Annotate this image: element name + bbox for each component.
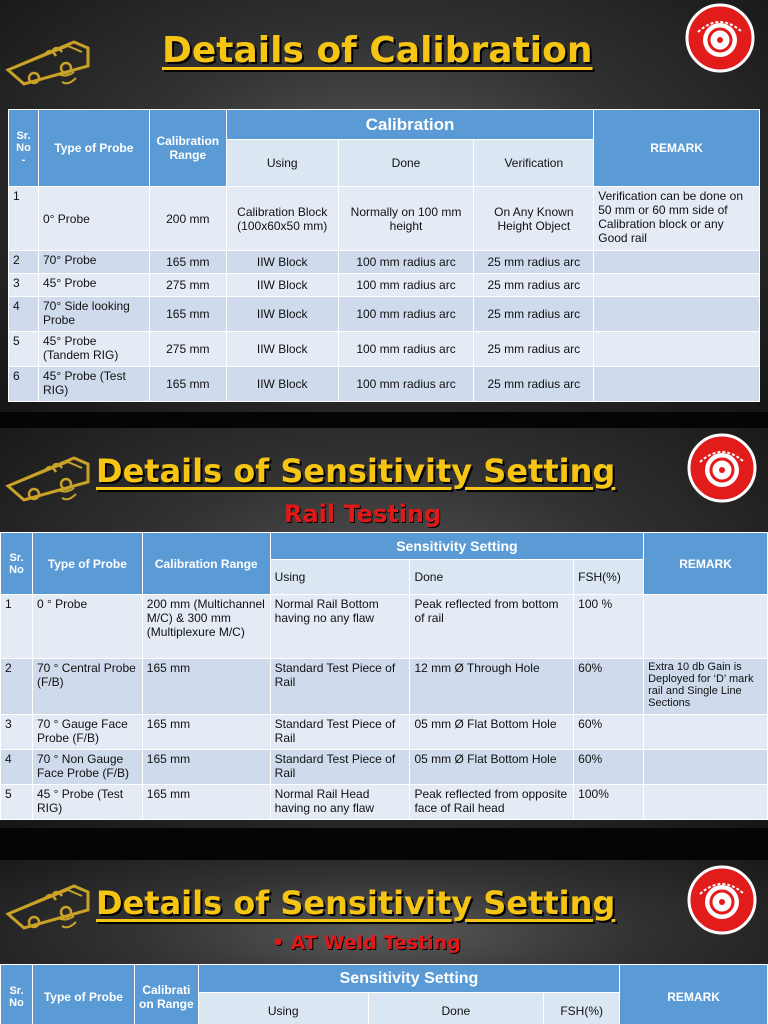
page-title: Details of Sensitivity Setting: [96, 452, 616, 490]
calibration-table: [8, 109, 760, 402]
cell-done: 05 mm Ø Flat Bottom Hole: [410, 750, 574, 785]
cell-range: 275 mm: [149, 274, 226, 297]
cell-remark: Extra 10 db Gain is Deployed for ‘D’ mark rail and Single Line Sections: [644, 659, 768, 715]
table-row: [9, 297, 760, 332]
indian-railways-emblem-icon: [686, 432, 758, 504]
header-remark: REMARK: [644, 533, 768, 595]
table-row: [9, 187, 760, 251]
cell-done: 05 mm Ø Flat Bottom Hole: [410, 715, 574, 750]
cell-using: IIW Block: [226, 297, 338, 332]
header-range: Calibration Range: [142, 533, 270, 595]
section-subtitle: • AT Weld Testing: [272, 932, 461, 954]
cell-done: Peak reflected from opposite face of Rail head: [410, 785, 574, 820]
cell-remark: [644, 750, 768, 785]
header-remark: REMARK: [594, 110, 760, 187]
cell-using: Normal Rail Bottom having no any flaw: [270, 595, 410, 659]
cell-using: Standard Test Piece of Rail: [270, 715, 410, 750]
header-done: Done: [338, 140, 474, 187]
header-sr: Sr. No: [1, 965, 33, 1024]
header-sr: Sr. No: [1, 533, 33, 595]
cell-range: 165 mm: [142, 750, 270, 785]
header-type: Type of Probe: [32, 533, 142, 595]
table-row: [1, 659, 768, 715]
cell-range: 165 mm: [142, 715, 270, 750]
cell-done: 100 mm radius arc: [338, 297, 474, 332]
cell-remark: [644, 595, 768, 659]
slide-separator: [0, 828, 768, 860]
cell-verification: 25 mm radius arc: [474, 367, 594, 402]
cell-verification: 25 mm radius arc: [474, 332, 594, 367]
cell-remark: [594, 367, 760, 402]
cell-using: Calibration Block (100x60x50 mm): [226, 187, 338, 251]
cell-remark: [594, 297, 760, 332]
cell-remark: [594, 274, 760, 297]
cell-remark: [594, 332, 760, 367]
table-row: [9, 367, 760, 402]
header-type: Type of Probe: [38, 110, 149, 187]
cell-type: 45° Probe: [38, 274, 149, 297]
indian-railways-emblem-icon: [684, 2, 756, 74]
header-using: Using: [270, 560, 410, 595]
cell-type: 70 ° Central Probe (F/B): [32, 659, 142, 715]
cell-using: Normal Rail Head having no any flaw: [270, 785, 410, 820]
table-row: [9, 274, 760, 297]
cell-range: 165 mm: [149, 297, 226, 332]
cell-range: 165 mm: [142, 785, 270, 820]
cell-done: 100 mm radius arc: [338, 332, 474, 367]
cell-sr: 3: [9, 274, 39, 297]
cell-range: 200 mm: [149, 187, 226, 251]
cell-fsh: 100 %: [574, 595, 644, 659]
cell-sr: 4: [1, 750, 33, 785]
header-range: Calibrati on Range: [134, 965, 198, 1024]
table-row: [1, 785, 768, 820]
header-sensitivity: Sensitivity Setting: [270, 533, 643, 560]
cell-sr: 2: [1, 659, 33, 715]
header-range: Calibration Range: [149, 110, 226, 187]
table-row: [1, 715, 768, 750]
cell-done: Normally on 100 mm height: [338, 187, 474, 251]
cell-range: 275 mm: [149, 332, 226, 367]
cell-sr: 3: [1, 715, 33, 750]
page-title: Details of Sensitivity Setting: [96, 884, 616, 922]
cell-range: 165 mm: [149, 251, 226, 274]
header-using: Using: [198, 993, 368, 1024]
cell-type: 70° Probe: [38, 251, 149, 274]
section-subtitle: Rail Testing: [284, 500, 442, 528]
cell-type: 0 ° Probe: [32, 595, 142, 659]
header-sensitivity: Sensitivity Setting: [198, 965, 619, 993]
cell-type: 70 ° Non Gauge Face Probe (F/B): [32, 750, 142, 785]
cell-verification: 25 mm radius arc: [474, 297, 594, 332]
weld-sensitivity-slide: [0, 860, 768, 1024]
table-row: [9, 251, 760, 274]
cell-verification: 25 mm radius arc: [474, 274, 594, 297]
cell-type: 70° Side looking Probe: [38, 297, 149, 332]
table-row: [1, 750, 768, 785]
cell-sr: 5: [9, 332, 39, 367]
rail-sensitivity-slide: [0, 428, 768, 828]
cell-sr: 5: [1, 785, 33, 820]
cell-fsh: 100%: [574, 785, 644, 820]
cell-done: 100 mm radius arc: [338, 274, 474, 297]
cell-verification: 25 mm radius arc: [474, 251, 594, 274]
page-title: Details of Calibration: [162, 30, 593, 71]
cell-done: 100 mm radius arc: [338, 367, 474, 402]
header-type: Type of Probe: [32, 965, 134, 1024]
cell-sr: 1: [1, 595, 33, 659]
header-fsh: FSH(%): [574, 560, 644, 595]
cell-sr: 2: [9, 251, 39, 274]
cell-using: Standard Test Piece of Rail: [270, 659, 410, 715]
cell-range: 200 mm (Multichannel M/C) & 300 mm (Multiplexure M/C): [142, 595, 270, 659]
cell-remark: [594, 251, 760, 274]
table-row: [9, 332, 760, 367]
cell-verification: On Any Known Height Object: [474, 187, 594, 251]
calibration-slide: [0, 0, 768, 412]
header-done: Done: [368, 993, 544, 1024]
header-sr: Sr. No -: [9, 110, 39, 187]
locomotive-logo-icon: [4, 22, 92, 92]
cell-type: 45 ° Probe (Test RIG): [32, 785, 142, 820]
cell-sr: 1: [9, 187, 39, 251]
cell-type: 45° Probe (Tandem RIG): [38, 332, 149, 367]
cell-done: 12 mm Ø Through Hole: [410, 659, 574, 715]
cell-range: 165 mm: [149, 367, 226, 402]
cell-fsh: 60%: [574, 715, 644, 750]
header-verification: Verification: [474, 140, 594, 187]
cell-using: Standard Test Piece of Rail: [270, 750, 410, 785]
cell-fsh: 60%: [574, 750, 644, 785]
cell-using: IIW Block: [226, 274, 338, 297]
locomotive-logo-icon: [4, 438, 92, 508]
cell-type: 70 ° Gauge Face Probe (F/B): [32, 715, 142, 750]
cell-remark: [644, 715, 768, 750]
rail-sensitivity-table: [0, 532, 768, 820]
cell-done: Peak reflected from bottom of rail: [410, 595, 574, 659]
cell-using: IIW Block: [226, 251, 338, 274]
cell-done: 100 mm radius arc: [338, 251, 474, 274]
slide-separator: [0, 412, 768, 428]
weld-sensitivity-table: [0, 964, 768, 1024]
header-done: Done: [410, 560, 574, 595]
cell-using: IIW Block: [226, 332, 338, 367]
cell-type: 45° Probe (Test RIG): [38, 367, 149, 402]
locomotive-logo-icon: [4, 866, 92, 936]
cell-fsh: 60%: [574, 659, 644, 715]
cell-remark: Verification can be done on 50 mm or 60 mm side of Calibration block or any Good rail: [594, 187, 760, 251]
header-using: Using: [226, 140, 338, 187]
cell-sr: 6: [9, 367, 39, 402]
indian-railways-emblem-icon: [686, 864, 758, 936]
cell-range: 165 mm: [142, 659, 270, 715]
cell-sr: 4: [9, 297, 39, 332]
table-row: [1, 595, 768, 659]
cell-type: 0° Probe: [38, 187, 149, 251]
cell-using: IIW Block: [226, 367, 338, 402]
header-calibration: Calibration: [226, 110, 593, 140]
cell-remark: [644, 785, 768, 820]
header-fsh: FSH(%): [544, 993, 620, 1024]
header-remark: REMARK: [620, 965, 768, 1024]
